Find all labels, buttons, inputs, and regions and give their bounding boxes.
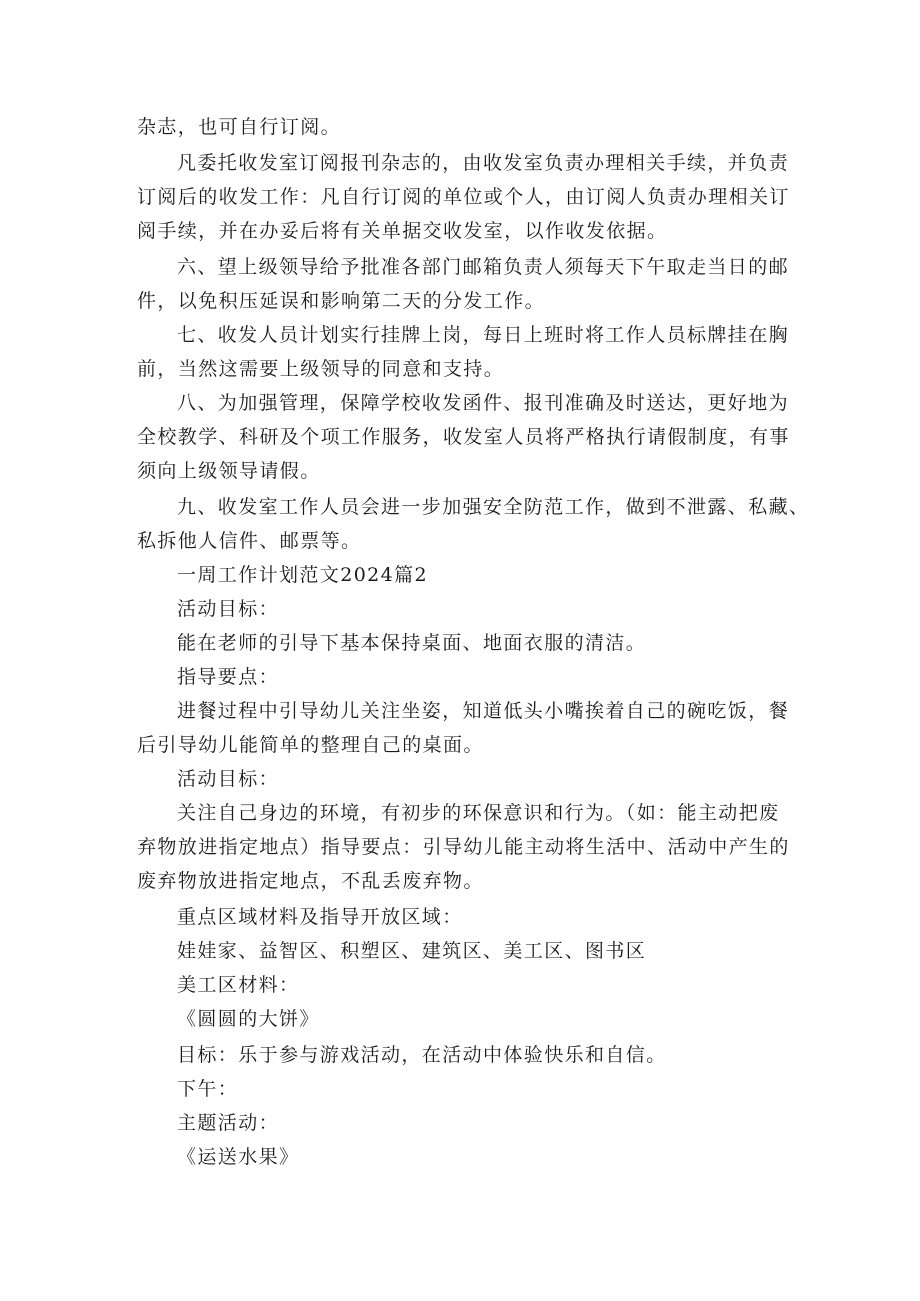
- paragraph-line: 凡委托收发室订阅报刊杂志的，由收发室负责办理相关手续，并负责: [177, 152, 790, 174]
- paragraph-line: 美工区材料：: [177, 974, 300, 996]
- paragraph-line: 重点区域材料及指导开放区域：: [177, 906, 463, 928]
- paragraph-line: 订阅后的收发工作：凡自行订阅的单位或个人，由订阅人负责办理相关订: [137, 186, 790, 208]
- paragraph-line: 前，当然这需要上级领导的同意和支持。: [137, 358, 505, 380]
- paragraph-line: 七、收发人员计划实行挂牌上岗，每日上班时将工作人员标牌挂在胸: [177, 324, 790, 346]
- paragraph-line: 八、为加强管理，保障学校收发函件、报刊准确及时送达，更好地为: [177, 392, 790, 414]
- paragraph-line: 私拆他人信件、邮票等。: [137, 530, 362, 552]
- paragraph-line: 杂志，也可自行订阅。: [137, 116, 342, 138]
- paragraph-line: 九、收发室工作人员会进一步加强安全防范工作，做到不泄露、私藏、: [177, 496, 810, 518]
- paragraph-line: 全校教学、科研及个项工作服务，收发室人员将严格执行请假制度，有事: [137, 426, 790, 448]
- paragraph-line: 弃物放进指定地点）指导要点：引导幼儿能主动将生活中、活动中产生的: [137, 836, 790, 858]
- paragraph-line: 《运送水果》: [177, 1146, 300, 1168]
- paragraph-line: 能在老师的引导下基本保持桌面、地面衣服的清洁。: [177, 632, 647, 654]
- paragraph-line: 件，以免积压延误和影响第二天的分发工作。: [137, 290, 546, 312]
- paragraph-line: 《圆圆的大饼》: [177, 1008, 320, 1030]
- section-heading: 一周工作计划范文2024篇2: [177, 564, 429, 586]
- paragraph-line: 六、望上级领导给予批准各部门邮箱负责人须每天下午取走当日的邮: [177, 256, 790, 278]
- paragraph-line: 目标：乐于参与游戏活动，在活动中体验快乐和自信。: [177, 1044, 667, 1066]
- paragraph-line: 后引导幼儿能简单的整理自己的桌面。: [137, 734, 484, 756]
- paragraph-line: 须向上级领导请假。: [137, 460, 321, 482]
- paragraph-line: 娃娃家、益智区、积塑区、建筑区、美工区、图书区: [177, 940, 647, 962]
- paragraph-line: 活动目标：: [177, 768, 280, 790]
- paragraph-line: 指导要点：: [177, 666, 280, 688]
- paragraph-line: 主题活动：: [177, 1112, 280, 1134]
- paragraph-line: 阅手续，并在办妥后将有关单据交收发室，以作收发依据。: [137, 220, 668, 242]
- paragraph-line: 下午：: [177, 1078, 239, 1100]
- paragraph-line: 活动目标：: [177, 598, 280, 620]
- paragraph-line: 关注自己身边的环境，有初步的环保意识和行为。（如：能主动把废: [177, 802, 780, 824]
- paragraph-line: 进餐过程中引导幼儿关注坐姿，知道低头小嘴挨着自己的碗吃饭，餐: [177, 700, 790, 722]
- paragraph-line: 废弃物放进指定地点，不乱丢废弃物。: [137, 870, 484, 892]
